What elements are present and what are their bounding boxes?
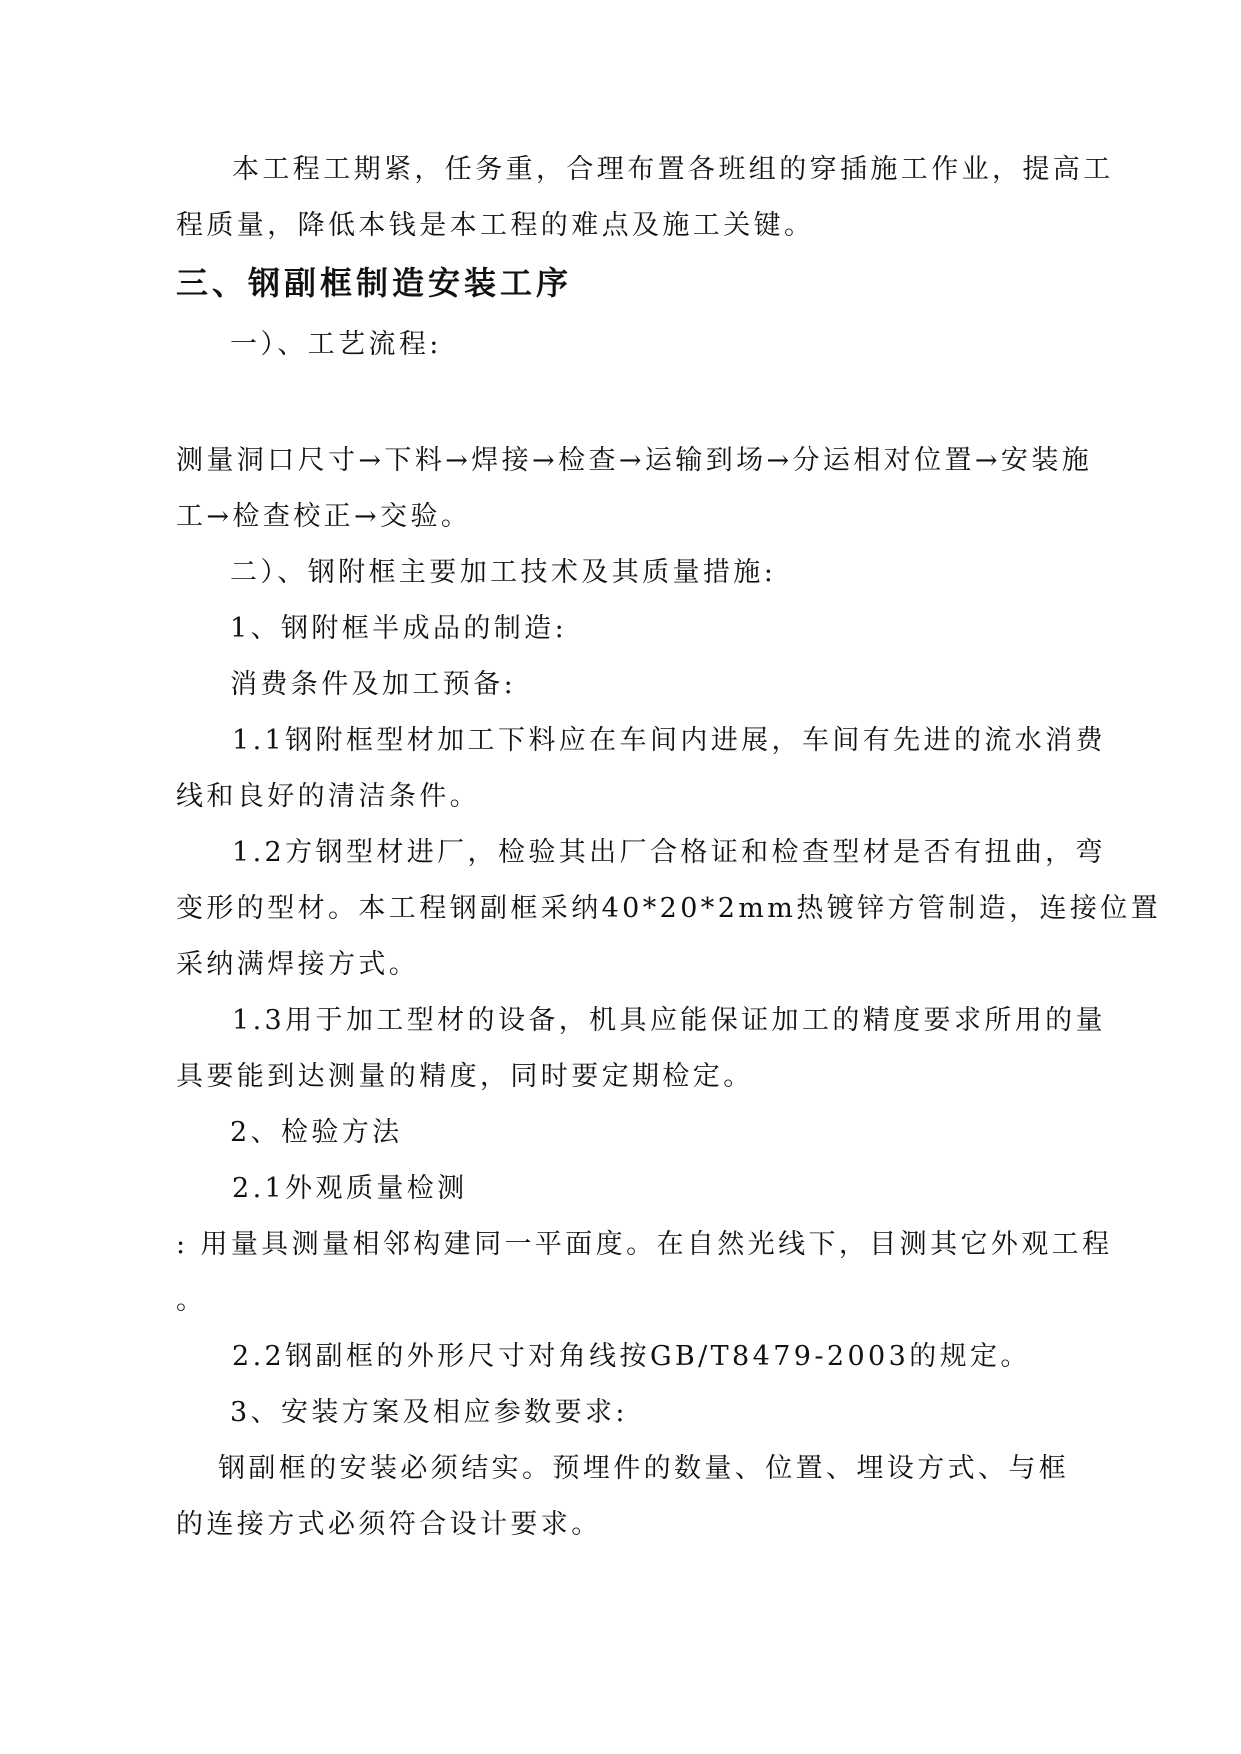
numbered-item-heading: 2.1外观质量检测 bbox=[232, 1173, 468, 1204]
paragraph-line: 1.3用于加工型材的设备，机具应能保证加工的精度要求所用的量 bbox=[232, 1005, 1106, 1036]
paragraph-line: 变形的型材。本工程钢副框采纳40*20*2mm热镀锌方管制造，连接位置 bbox=[176, 893, 1162, 924]
paragraph-line: 采纳满焊接方式。 bbox=[176, 949, 420, 980]
section-heading: 三、钢副框制造安装工序 bbox=[176, 264, 573, 302]
numbered-item-heading: 3、安装方案及相应参数要求: bbox=[230, 1397, 628, 1428]
paragraph-line: 线和良好的清洁条件。 bbox=[176, 781, 480, 812]
paragraph-line: 1.2方钢型材进厂，检验其出厂合格证和检查型材是否有扭曲，弯 bbox=[232, 837, 1106, 868]
subsection-heading: 一）、工艺流程: bbox=[230, 329, 442, 360]
paragraph-line: 消费条件及加工预备: bbox=[230, 669, 517, 700]
subsection-heading: 二）、钢附框主要加工技术及其质量措施: bbox=[230, 557, 777, 588]
paragraph-line: 工→检查校正→交验。 bbox=[176, 501, 472, 532]
paragraph-line: 具要能到达测量的精度，同时要定期检定。 bbox=[176, 1061, 754, 1092]
paragraph-line: 2.2钢副框的外形尺寸对角线按GB/T8479-2003的规定。 bbox=[232, 1341, 1031, 1372]
numbered-item-heading: 2、检验方法 bbox=[230, 1117, 403, 1148]
paragraph-line: : 用量具测量相邻构建同一平面度。在自然光线下，目测其它外观工程 bbox=[176, 1229, 1113, 1260]
paragraph-line: 程质量，降低本钱是本工程的难点及施工关键。 bbox=[176, 210, 815, 241]
paragraph-line: 1.1钢附框型材加工下料应在车间内进展，车间有先进的流水消费 bbox=[232, 725, 1106, 756]
paragraph-line: 本工程工期紧，任务重，合理布置各班组的穿插施工作业，提高工 bbox=[232, 154, 1114, 185]
numbered-item-heading: 1、钢附框半成品的制造: bbox=[230, 613, 568, 644]
paragraph-line: 钢副框的安装必须结实。预埋件的数量、位置、埋设方式、与框 bbox=[218, 1453, 1070, 1484]
paragraph-line: 的连接方式必须符合设计要求。 bbox=[176, 1509, 602, 1540]
paragraph-line: 。 bbox=[176, 1285, 207, 1316]
paragraph-line: 测量洞口尺寸→下料→焊接→检查→运输到场→分运相对位置→安装施 bbox=[176, 445, 1093, 476]
